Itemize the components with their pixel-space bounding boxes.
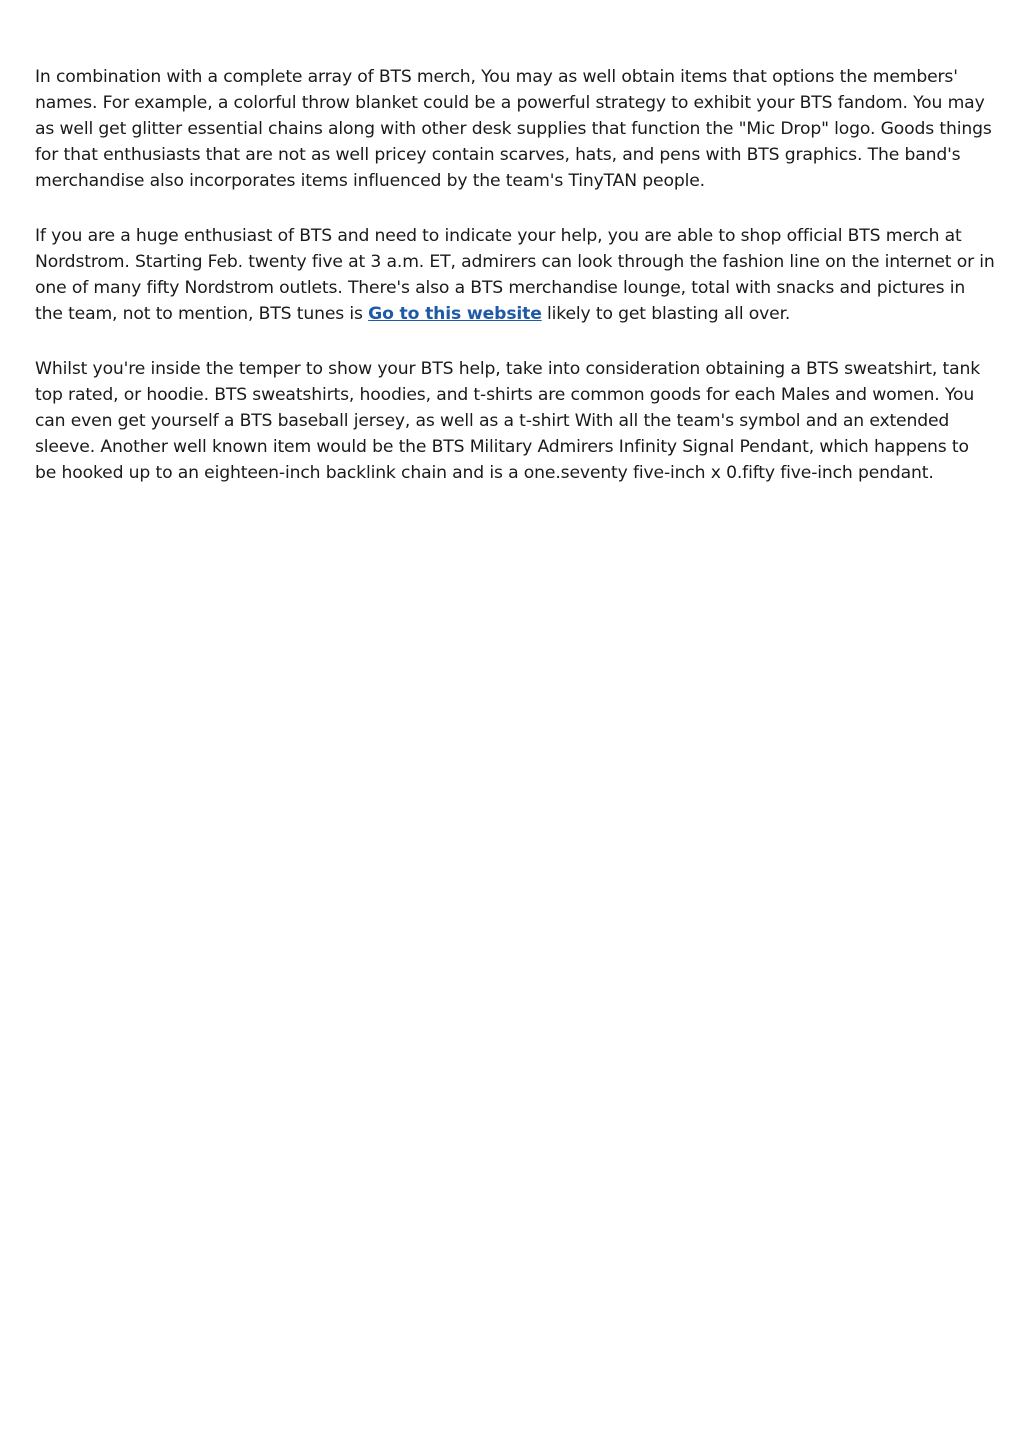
go-to-website-link[interactable]: Go to this website bbox=[368, 304, 542, 324]
document-body bbox=[35, 64, 995, 515]
paragraph-nordstrom-text: If you are a huge enthusiast of BTS and need to indicate your help, you are able to shop official BTS merch at Nordstrom. Starting Feb. twenty five at 3 a.m. ET, admirers can look through the fashion line on the internet or in one of many fifty Nordstrom outlets. There's also a BTS merchandise lounge, total with snacks and pictures in the team, not to mention, BTS tunes is bbox=[35, 226, 995, 324]
paragraph-apparel: Whilst you're inside the temper to show your BTS help, take into consideration obtaining a BTS sweatshirt, tank top rated, or hoodie. BTS sweatshirts, hoodies, and t-shirts are common goods for each Males and women. You can even get yourself a BTS baseball jersey, as well as a t-shirt With all the team's symbol and an extended sleeve. Another well known item would be the BTS Military Admirers Infinity Signal Pendant, which happens to be hooked up to an eighteen-inch backlink chain and is a one.seventy five-inch x 0.fifty five-inch pendant. bbox=[35, 359, 981, 483]
paragraph-nordstrom bbox=[35, 223, 995, 327]
paragraph-merch-items: In combination with a complete array of BTS merch, You may as well obtain items that options the members' names. For example, a colorful throw blanket could be a powerful strategy to exhibit your BTS fandom. You may as well get glitter essential chains along with other desk supplies that function the "Mic Drop" logo. Goods things for that enthusiasts that are not as well pricey contain scarves, hats, and pens with BTS graphics. The band's merchandise also incorporates items influenced by the team's TinyTAN people. bbox=[35, 67, 992, 191]
paragraph-nordstrom-text-end: likely to get blasting all over. bbox=[541, 304, 791, 324]
